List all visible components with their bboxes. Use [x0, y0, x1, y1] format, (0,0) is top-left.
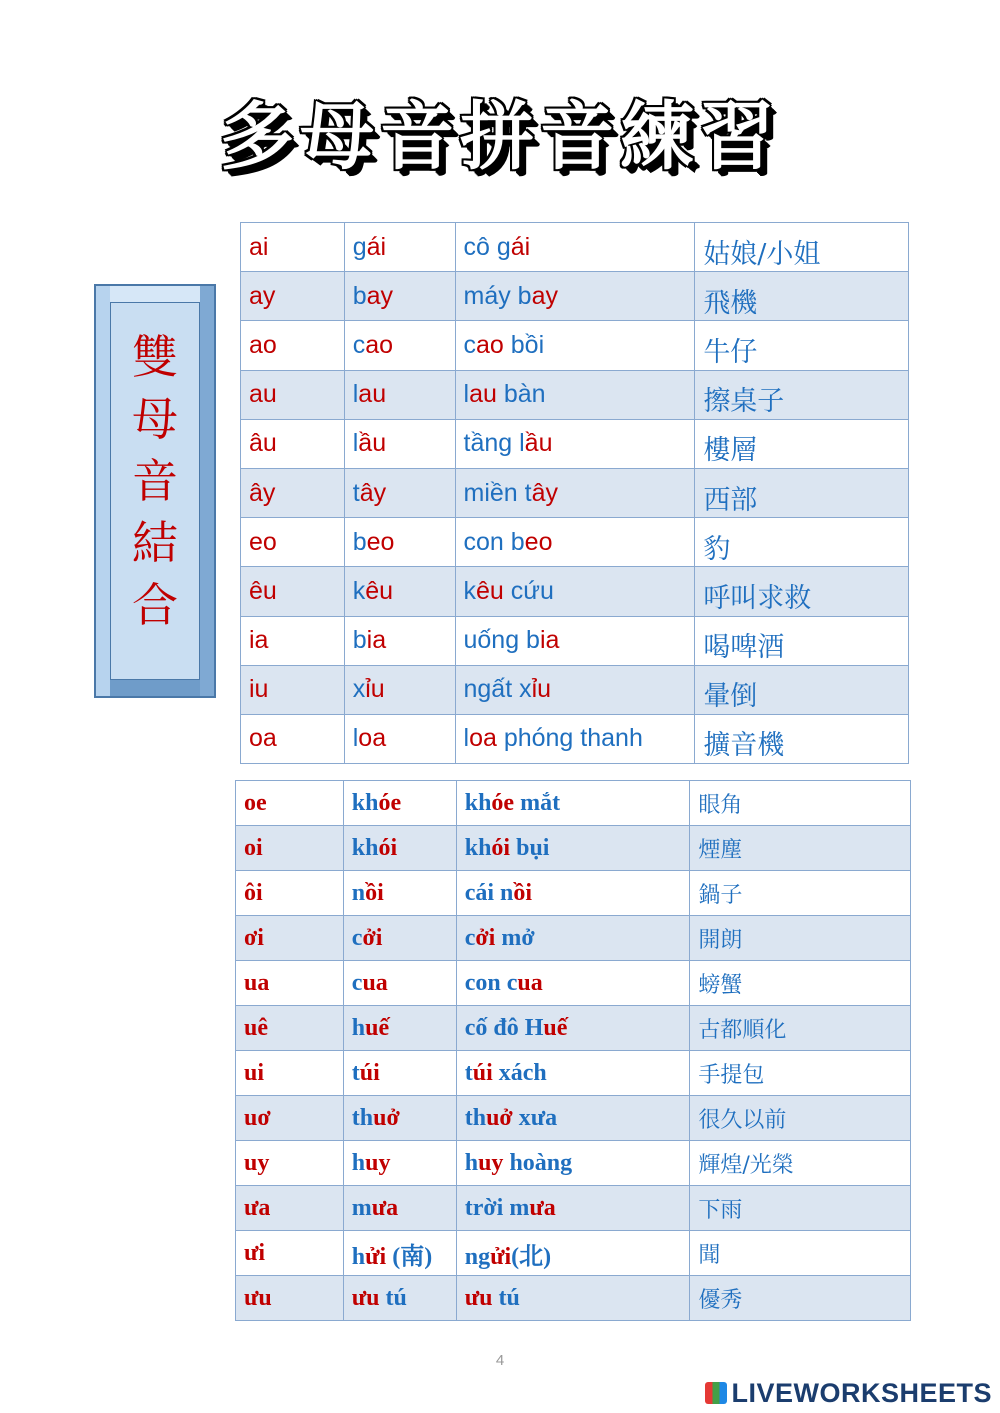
text-segment: ua: [517, 969, 543, 996]
text-segment: c: [352, 330, 366, 359]
meaning-cell: 擴音機: [695, 714, 909, 763]
text-segment: g: [352, 232, 367, 261]
vowel-cell: [241, 616, 345, 665]
table-row: [241, 665, 909, 714]
word-cell: [344, 665, 455, 714]
phrase-cell: [455, 665, 695, 714]
phrase-cell: [455, 616, 695, 665]
table-row: [241, 567, 909, 616]
text-segment: oa: [249, 724, 277, 753]
meaning-cell: 樓層: [695, 419, 909, 468]
text-segment: au: [249, 380, 277, 409]
phrase-cell: [455, 272, 695, 321]
phrase-cell: [456, 1006, 690, 1051]
table-row: [241, 419, 909, 468]
text-segment: bụi: [510, 834, 550, 861]
text-segment: m: [351, 1194, 372, 1221]
text-segment: ưu: [464, 1284, 493, 1311]
word-cell: [344, 419, 455, 468]
word-cell: [343, 1051, 456, 1096]
text-segment: cái n: [464, 879, 514, 906]
text-segment: ồi: [513, 879, 533, 906]
text-segment: l: [352, 429, 359, 458]
table-row: [236, 1141, 911, 1186]
phrase-cell: [456, 1186, 690, 1231]
phrase-cell: [456, 1141, 690, 1186]
text-segment: oa: [469, 724, 497, 753]
table-row: [236, 1051, 911, 1096]
text-segment: h: [351, 1149, 366, 1176]
vowel-cell: [236, 781, 344, 826]
text-segment: bàn: [496, 380, 546, 409]
vowel-cell: [241, 567, 345, 616]
text-segment: ua: [362, 969, 388, 996]
meaning-cell: 擦桌子: [695, 370, 909, 419]
text-segment: ưa: [529, 1194, 556, 1221]
text-segment: c: [351, 924, 363, 951]
text-segment: âu: [249, 429, 277, 458]
meaning-cell: 很久以前: [690, 1096, 911, 1141]
phrase-cell: [456, 1231, 690, 1276]
text-segment: bồi: [503, 330, 545, 359]
vowel-cell: [241, 468, 345, 517]
page-number: 4: [495, 1352, 505, 1369]
text-segment: ái: [510, 232, 531, 261]
word-cell: [344, 567, 455, 616]
text-segment: ui: [244, 1059, 265, 1086]
text-segment: h: [351, 1014, 366, 1041]
word-cell: [344, 518, 455, 567]
vowel-cell: [236, 1096, 344, 1141]
text-segment: ởi: [475, 924, 496, 951]
text-segment: mở: [495, 924, 535, 951]
phrase-cell: [456, 826, 690, 871]
text-segment: b: [352, 281, 367, 310]
text-segment: kh: [464, 834, 492, 861]
vowel-cell: [241, 665, 345, 714]
word-cell: [344, 616, 455, 665]
text-segment: cố đô H: [464, 1014, 544, 1041]
text-segment: (南): [386, 1243, 433, 1270]
word-cell: [344, 714, 455, 763]
text-segment: ói: [378, 834, 398, 861]
text-segment: trời m: [464, 1194, 530, 1221]
meaning-cell: 開朗: [690, 916, 911, 961]
phrase-cell: [455, 714, 695, 763]
word-cell: [344, 321, 455, 370]
text-segment: úi: [359, 1059, 380, 1086]
meaning-cell: 煙塵: [690, 826, 911, 871]
text-segment: b: [352, 527, 367, 556]
text-segment: c: [464, 924, 476, 951]
meaning-cell: 螃蟹: [690, 961, 911, 1006]
table-row: [241, 518, 909, 567]
text-segment: cô g: [463, 232, 511, 261]
vowel-cell: [241, 518, 345, 567]
text-segment: c: [463, 330, 476, 359]
text-segment: uở: [373, 1104, 400, 1131]
text-segment: ây: [531, 478, 558, 507]
text-segment: ua: [244, 969, 270, 996]
text-segment: ưu: [244, 1284, 272, 1311]
text-segment: t: [464, 1059, 473, 1086]
text-segment: úi: [472, 1059, 493, 1086]
vowel-cell: [241, 272, 345, 321]
text-segment: ầu: [358, 429, 387, 458]
text-segment: uy: [365, 1149, 391, 1176]
text-segment: ôi: [244, 879, 263, 906]
word-cell: [344, 468, 455, 517]
phrase-cell: [456, 781, 690, 826]
word-cell: [343, 1006, 456, 1051]
text-segment: uở: [486, 1104, 513, 1131]
text-segment: êu: [249, 576, 277, 605]
text-segment: uê: [244, 1014, 268, 1041]
phrase-cell: [455, 468, 695, 517]
meaning-cell: 鍋子: [690, 871, 911, 916]
meaning-cell: 輝煌/光榮: [690, 1141, 911, 1186]
text-segment: tú: [379, 1284, 407, 1311]
text-segment: ỉu: [531, 675, 552, 704]
word-cell: [343, 1231, 456, 1276]
table-row: [241, 616, 909, 665]
table-row: [236, 781, 911, 826]
phrase-cell: [455, 370, 695, 419]
text-segment: ay: [249, 281, 276, 310]
text-segment: ia: [249, 626, 269, 655]
text-segment: miền t: [463, 478, 532, 507]
text-segment: hoàng: [503, 1149, 573, 1176]
meaning-cell: 暈倒: [695, 665, 909, 714]
text-segment: (北): [511, 1243, 552, 1270]
phrase-cell: [455, 321, 695, 370]
word-cell: [343, 1186, 456, 1231]
meaning-cell: 下雨: [690, 1186, 911, 1231]
vowel-cell: [236, 961, 344, 1006]
phrase-cell: [456, 1096, 690, 1141]
vowel-cell: [236, 871, 344, 916]
text-segment: phóng thanh: [496, 724, 643, 753]
text-segment: h: [464, 1149, 479, 1176]
text-segment: k: [352, 576, 366, 605]
text-segment: n: [351, 879, 366, 906]
word-cell: [343, 781, 456, 826]
table-row: [236, 1096, 911, 1141]
text-segment: tú: [492, 1284, 520, 1311]
table-row: [236, 1276, 911, 1321]
text-segment: ửi: [365, 1243, 387, 1270]
text-segment: x: [352, 675, 366, 704]
text-segment: ưu: [351, 1284, 380, 1311]
text-segment: iu: [249, 675, 269, 704]
table-row: [236, 1006, 911, 1051]
vowel-cell: [241, 419, 345, 468]
text-segment: ưa: [371, 1194, 399, 1221]
meaning-cell: 豹: [695, 518, 909, 567]
vowel-cell: [241, 321, 345, 370]
text-segment: l: [352, 380, 359, 409]
table-row: [241, 321, 909, 370]
text-segment: uy: [478, 1149, 504, 1176]
text-segment: t: [352, 478, 360, 507]
text-segment: ửi: [490, 1243, 512, 1270]
text-segment: eo: [249, 527, 277, 556]
text-segment: ao: [476, 330, 504, 359]
phrase-cell: [455, 567, 695, 616]
text-segment: ói: [491, 834, 511, 861]
text-segment: ây: [359, 478, 387, 507]
word-cell: [343, 1276, 456, 1321]
table-row: [241, 370, 909, 419]
text-segment: êu: [365, 576, 394, 605]
phrase-cell: [455, 223, 695, 272]
meaning-cell: 古都順化: [690, 1006, 911, 1051]
text-segment: cứu: [503, 576, 554, 605]
text-segment: oi: [244, 834, 263, 861]
word-cell: [343, 1141, 456, 1186]
text-segment: ia: [539, 626, 560, 655]
vowel-cell: [236, 1186, 344, 1231]
vowel-cell: [236, 916, 344, 961]
vowel-cell: [236, 826, 344, 871]
text-segment: th: [464, 1104, 487, 1131]
text-segment: êu: [476, 576, 504, 605]
meaning-cell: 牛仔: [695, 321, 909, 370]
text-segment: kh: [351, 834, 379, 861]
brand-text: LIVEWORKSHEETS: [731, 1378, 992, 1408]
phrase-cell: [455, 419, 695, 468]
text-segment: k: [463, 576, 476, 605]
text-segment: au: [358, 380, 387, 409]
text-segment: ưa: [244, 1194, 271, 1221]
table-row: [241, 714, 909, 763]
text-segment: l: [352, 724, 359, 753]
text-segment: xách: [492, 1059, 547, 1086]
text-segment: ưi: [244, 1239, 266, 1266]
text-segment: uơ: [244, 1104, 271, 1131]
text-segment: uế: [365, 1014, 390, 1041]
table-row: [241, 223, 909, 272]
text-segment: oe: [244, 789, 267, 816]
phrase-cell: [456, 871, 690, 916]
table-row: [241, 468, 909, 517]
text-segment: tầng l: [463, 429, 525, 458]
page-title: 多母音拼音練習: [220, 94, 780, 180]
text-segment: au: [469, 380, 497, 409]
meaning-cell: 聞: [690, 1231, 911, 1276]
phrase-cell: [456, 1051, 690, 1096]
phrase-cell: [455, 518, 695, 567]
word-cell: [343, 826, 456, 871]
text-segment: mắt: [514, 789, 561, 816]
text-segment: ởi: [362, 924, 383, 951]
word-cell: [343, 916, 456, 961]
word-cell: [344, 223, 455, 272]
vowel-table-1: [240, 222, 909, 764]
vowel-cell: [241, 714, 345, 763]
meaning-cell: 優秀: [690, 1276, 911, 1321]
meaning-cell: 姑娘/小姐: [695, 223, 909, 272]
side-label: 雙 母 音 結 合: [132, 330, 178, 632]
meaning-cell: 呼叫求救: [695, 567, 909, 616]
table-row: [236, 961, 911, 1006]
text-segment: xưa: [512, 1104, 558, 1131]
text-segment: b: [352, 626, 367, 655]
text-segment: máy b: [463, 281, 532, 310]
text-segment: uế: [543, 1014, 568, 1041]
vowel-cell: [236, 1006, 344, 1051]
text-segment: h: [351, 1243, 366, 1270]
text-segment: ao: [249, 330, 277, 359]
text-segment: ai: [249, 232, 269, 261]
text-segment: ao: [365, 330, 394, 359]
text-segment: ây: [249, 478, 276, 507]
text-segment: eo: [524, 527, 553, 556]
phrase-cell: [456, 1276, 690, 1321]
text-segment: t: [351, 1059, 360, 1086]
text-segment: l: [463, 380, 470, 409]
vowel-cell: [241, 370, 345, 419]
text-segment: óe: [491, 789, 515, 816]
brand-logo: [705, 1378, 992, 1409]
text-segment: l: [463, 724, 470, 753]
meaning-cell: 西部: [695, 468, 909, 517]
text-segment: ái: [366, 232, 387, 261]
logo-icon: [705, 1382, 727, 1404]
meaning-cell: 手提包: [690, 1051, 911, 1096]
word-cell: [343, 961, 456, 1006]
text-segment: óe: [378, 789, 402, 816]
side-label-box: [94, 284, 216, 698]
vowel-cell: [236, 1141, 344, 1186]
text-segment: uống b: [463, 626, 540, 655]
vowel-table-2: [235, 780, 911, 1321]
text-segment: ầu: [524, 429, 553, 458]
word-cell: [343, 1096, 456, 1141]
text-segment: uy: [244, 1149, 270, 1176]
table-row: [236, 871, 911, 916]
text-segment: con b: [463, 527, 525, 556]
table-row: [236, 1186, 911, 1231]
text-segment: ồi: [365, 879, 384, 906]
meaning-cell: 眼角: [690, 781, 911, 826]
text-segment: c: [351, 969, 363, 996]
vowel-cell: [236, 1276, 344, 1321]
meaning-cell: 喝啤酒: [695, 616, 909, 665]
text-segment: kh: [464, 789, 492, 816]
word-cell: [344, 272, 455, 321]
text-segment: con c: [464, 969, 518, 996]
text-segment: ay: [531, 281, 558, 310]
text-segment: oa: [358, 724, 387, 753]
word-cell: [343, 871, 456, 916]
table-row: [241, 272, 909, 321]
text-segment: th: [351, 1104, 374, 1131]
vowel-cell: [236, 1051, 344, 1096]
text-segment: eo: [366, 527, 395, 556]
table-row: [236, 916, 911, 961]
phrase-cell: [456, 916, 690, 961]
text-segment: ơi: [244, 924, 264, 951]
word-cell: [344, 370, 455, 419]
text-segment: ỉu: [365, 675, 385, 704]
text-segment: ia: [366, 626, 387, 655]
meaning-cell: 飛機: [695, 272, 909, 321]
text-segment: kh: [351, 789, 379, 816]
vowel-cell: [241, 223, 345, 272]
table-row: [236, 1231, 911, 1276]
text-segment: ngất x: [463, 675, 532, 704]
text-segment: ng: [464, 1243, 491, 1270]
table-row: [236, 826, 911, 871]
vowel-cell: [236, 1231, 344, 1276]
text-segment: ay: [366, 281, 394, 310]
phrase-cell: [456, 961, 690, 1006]
